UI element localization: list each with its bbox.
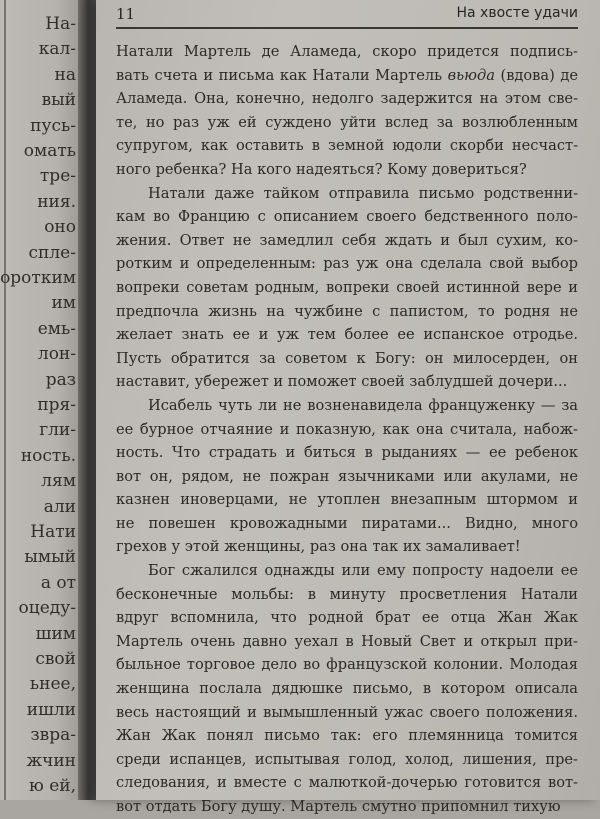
text-line: Аламеда. Она, конечно, недолго задержится на этом све- (116, 90, 578, 108)
text-line: Натали Мартель де Аламеда, скоро придется подпись- (116, 43, 578, 60)
adjacent-page-word: лон- (37, 344, 76, 365)
text-line: Жан Жак понял письмо так: его племянница томится (116, 727, 578, 745)
adjacent-page-word: На- (45, 14, 76, 34)
adjacent-page-word: им (51, 293, 76, 314)
text-line: жения. Ответ не замедлил себя ждать и был сухим, ко- (116, 231, 578, 249)
adjacent-page-word: ьнее, (29, 674, 76, 695)
text-line: вот он, рядом, не пожран язычниками или акулами, не (116, 467, 578, 485)
adjacent-page-word: ымый (24, 547, 76, 568)
text-line: женщина послала дядюшке письмо, в котором описала (116, 680, 578, 698)
italic-word: вьюда (447, 66, 495, 84)
text-line: ротким и определенным: раз уж она сделала свой выбор (116, 255, 578, 273)
text-line: Натали даже тайком отправила письмо родственни- (148, 184, 578, 202)
adjacent-page-word: звра- (30, 725, 76, 746)
adjacent-page-word: омать (23, 141, 76, 161)
adjacent-page-word: ность. (20, 445, 76, 466)
page-number: 11 (116, 5, 136, 23)
text-line: ее бурное отчаяние и показную, как она считала, набож- (116, 420, 578, 438)
text-line: не повешен кровожадными пиратами... Видно, много (116, 514, 578, 532)
text-line: вопреки советам родным, вопреки своей истинной вере и (116, 278, 578, 296)
adjacent-page-word: гли- (39, 420, 76, 441)
text-line: те, но раз уж ей суждено уйти вслед за возлюбленным (116, 113, 578, 131)
text-line: вдруг вспомнила, что родной брат ее отца Жан Жак (116, 609, 578, 627)
text-line: супругом, как оставить в земной юдоли скорби несчаст- (116, 137, 578, 155)
adjacent-page-word: шим (35, 623, 76, 644)
text-line: наставит, убережет и поможет своей заблудшей дочери... (116, 373, 568, 391)
left-page-margin-rule (4, 0, 6, 800)
adjacent-page-word: лям (41, 471, 76, 492)
adjacent-page-word: свой (35, 649, 76, 669)
adjacent-page-word: на (54, 64, 76, 85)
adjacent-page-word: тре- (39, 166, 76, 187)
text-line: весь настоящий и вымышленный ужас своего положения. (116, 703, 578, 721)
text-line: бесконечные мольбы: в минуту просветления Натали (116, 585, 578, 603)
text-line: вот отдать Богу душу. Мартель смутно припомнил тихую (116, 798, 561, 815)
running-header (116, 5, 578, 27)
adjacent-page-word: пря- (37, 395, 76, 415)
text-line: Пусть обратится за советом к Богу: он милосерден, он (116, 349, 578, 367)
text-line: желает знать ее и уж тем более ее испанское отродье. (116, 326, 578, 344)
text-line: казнен иноверцами, не утоплен внезапным штормом и (116, 491, 578, 509)
adjacent-page-word: Нати (30, 522, 76, 542)
text-line: кам во Францию с описанием своего бедственного поло- (116, 208, 578, 226)
adjacent-page-word: кал- (38, 39, 76, 60)
adjacent-page-word: оно (44, 217, 76, 238)
text-line: Бог сжалился однажды или ему попросту надоели ее (148, 562, 578, 580)
adjacent-page-word: емь- (37, 318, 76, 339)
text-line: вать счета и письма как Натали Мартель вьюда (вдова) де (116, 66, 579, 84)
adjacent-page-word: али (43, 496, 76, 517)
book-page (96, 0, 600, 815)
text-line: среди испанцев, испытывая голод, холод, лишения, пре- (116, 750, 578, 768)
text-line: ность. Что страдать и биться в рыданиях — ее ребенок (116, 444, 578, 462)
body-text (116, 40, 578, 819)
adjacent-page-word: ишли (26, 699, 76, 720)
text-line: Мартель очень давно уехал в Новый Свет и открыл при- (116, 632, 578, 650)
adjacent-page-word: пусь- (30, 115, 76, 136)
header-rule (116, 27, 578, 29)
adjacent-page-word: а от (40, 572, 76, 593)
text-line: ного ребенка? На кого надеяться? Кому довериться? (116, 160, 527, 178)
adjacent-page-word: раз (45, 369, 76, 390)
adjacent-page-word: оцеду- (18, 598, 76, 619)
text-line: грехов у этой женщины, раз она так их замаливает! (116, 538, 521, 556)
text-line: Исабель чуть ли не возненавидела француженку — за (148, 396, 578, 414)
adjacent-page-fragment (0, 0, 80, 800)
text-line: предпочла жизнь на чужбине с папистом, то родня не (116, 302, 578, 320)
adjacent-page-word: ю ей, (29, 776, 76, 796)
adjacent-page-word: ния. (37, 191, 76, 212)
adjacent-page-word: жчин (26, 750, 76, 771)
adjacent-page-word: оротким (0, 268, 76, 288)
running-title: На хвосте удачи (456, 5, 578, 21)
adjacent-page-word: вый (41, 90, 76, 111)
adjacent-page-word: спле- (28, 242, 76, 263)
text-line: быльное торговое дело во французской колонии. Молодая (116, 656, 578, 674)
text-line: следования, и вместе с малюткой-дочерью готовится вот- (116, 774, 578, 792)
